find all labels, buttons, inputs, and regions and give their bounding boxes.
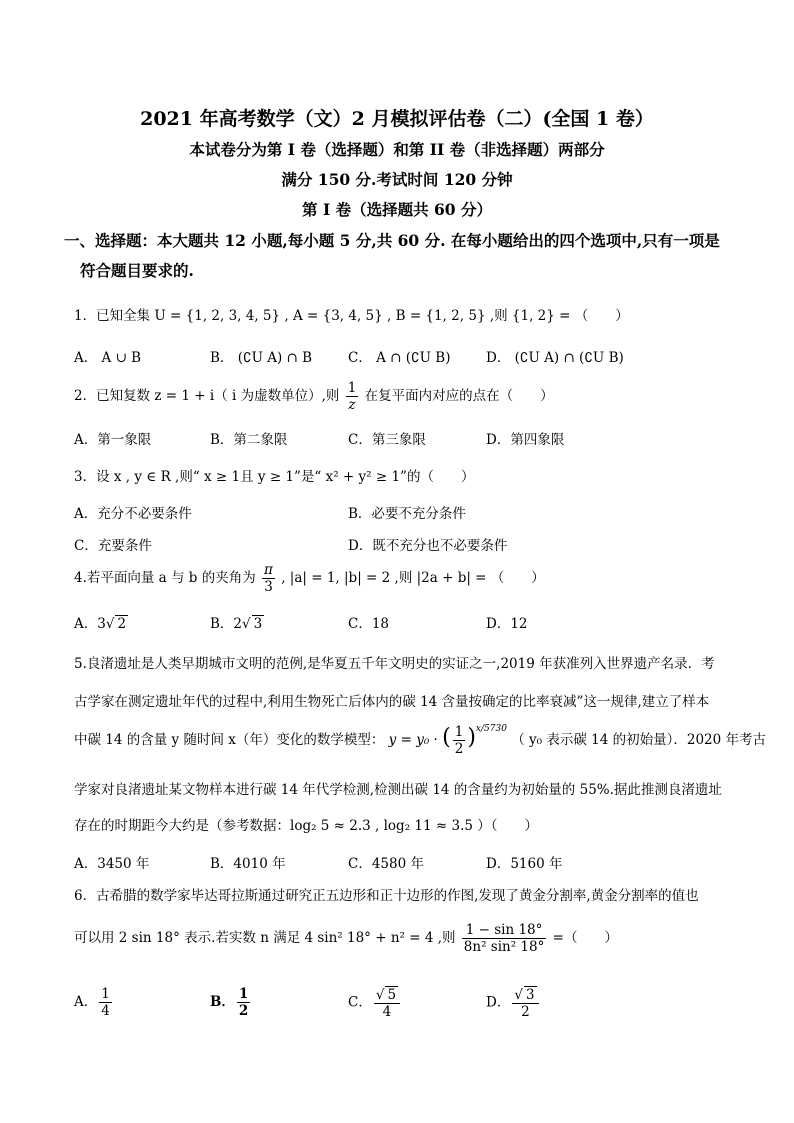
question-2-option-b: B．第二象限	[210, 432, 288, 448]
question-2-stem-part2: 在复平面内对应的点在（ ）	[364, 388, 554, 404]
question-5-line3	[74, 723, 766, 757]
question-1-option-c: C． A ∩ (∁U B)	[348, 350, 451, 366]
exam-structure-note: 本试卷分为第 I 卷（选择题）和第 II 卷（非选择题）两部分	[189, 140, 605, 159]
question-5-base-denominator: 2	[454, 741, 464, 757]
question-3-option-b: B．必要不充分条件	[348, 506, 466, 522]
left-paren-icon: (	[442, 725, 451, 750]
question-2-option-c: C．第三象限	[348, 432, 426, 448]
exam-title: 2021 年高考数学（文）2 月模拟评估卷（二）(全国 1 卷）	[140, 108, 654, 130]
question-1-option-b: B． (∁U A) ∩ B	[210, 350, 313, 366]
question-3-stem: 3．设 x , y ∈ R ,则“ x ≥ 1且 y ≥ 1”是“ x² + y² ≥ 1”的（ ）	[74, 469, 475, 485]
question-4-option-a	[74, 612, 128, 632]
question-1-stem: 1．已知全集 U = {1, 2, 3, 4, 5} , A = {3, 4, 5} , B = {1, 2, 5} ,则 {1, 2} = （ ）	[74, 308, 629, 324]
question-6-line2-text: 可以用 2 sin 18° 表示.若实数 n 满足 4 sin² 18° + n² = 4 ,则	[74, 930, 456, 946]
question-5-line4: 学家对良渚遗址某文物样本进行碳 14 年代学检测,检测出碳 14 的含量约为初始量的 55%.据此推测良渚遗址	[74, 782, 722, 798]
question-4-option-b	[210, 612, 264, 632]
question-5-line2: 古学家在测定遗址年代的过程中,利用生物死亡后体内的碳 14 含量按确定的比率衰减”这一规律,建立了样本	[74, 694, 710, 710]
exam-score-time: 满分 150 分.考试时间 120 分钟	[281, 170, 513, 189]
question-4-option-b-prefix: B．2	[210, 616, 243, 632]
question-6-option-b	[210, 986, 252, 1019]
question-6-line1: 6．古希腊的数学家毕达哥拉斯通过研究正五边形和正十边形的作图,发现了黄金分割率,黄金分割率的值也	[74, 888, 699, 904]
question-2-option-a: A．第一象限	[74, 432, 152, 448]
question-6-option-d	[486, 986, 541, 1020]
question-6-option-d-label: D．	[486, 994, 511, 1011]
question-4-option-c: C．18	[348, 616, 390, 632]
section-instruction-line1: 一、选择题：本大题共 12 小题,每小题 5 分,共 60 分. 在每小题给出的四个选项中,只有一项是	[64, 231, 720, 250]
question-6-option-b-frac	[237, 986, 250, 1019]
question-5-option-c: C．4580 年	[348, 856, 424, 872]
question-5-line3-text: 中碳 14 的含量 y 随时间 x（年）变化的数学模型：	[74, 732, 385, 748]
question-6-option-d-radicand: 3	[525, 987, 535, 1003]
question-1-option-a: A． A ∪ B	[74, 350, 142, 366]
question-6-option-c-den: 4	[382, 1004, 392, 1020]
question-1-option-d: D． (∁U A) ∩ (∁U B)	[486, 350, 624, 366]
question-6-option-c-num	[374, 986, 400, 1004]
question-4-option-b-radicand: 3	[253, 616, 263, 632]
question-6-option-a-num: 1	[101, 986, 110, 1002]
question-5-line5: 存在的时期距今大约是（参考数据：log₂ 5 ≈ 2.3 , log₂ 11 ≈ 3.5 ）（ ）	[74, 818, 538, 834]
question-4-stem	[74, 562, 734, 595]
question-5-option-b: B．4010 年	[210, 856, 286, 872]
question-6-option-d-den: 2	[521, 1004, 530, 1020]
question-6-frac-numerator: 1 − sin 18°	[462, 922, 547, 939]
question-6-option-b-den: 2	[238, 1003, 249, 1019]
sqrt-sign-icon: √	[514, 987, 523, 1003]
question-2-option-d: D．第四象限	[486, 432, 565, 448]
question-6-option-a-label: A．	[74, 994, 98, 1010]
question-3-option-c: C．充要条件	[74, 538, 152, 554]
question-4-frac-denominator: 3	[264, 579, 273, 595]
question-4-option-a-radicand: 2	[117, 616, 127, 632]
question-4-frac-numerator: π	[264, 562, 273, 578]
section-instruction-line2: 符合题目要求的.	[80, 261, 194, 280]
question-6-option-c-frac	[374, 986, 400, 1020]
question-5-line3-tail: （ y₀ 表示碳 14 的初始量）．2020 年考古	[511, 732, 766, 748]
question-6-line2	[74, 922, 734, 955]
part-one-heading: 第 I 卷（选择题共 60 分）	[302, 200, 492, 219]
question-6-option-a	[74, 986, 114, 1019]
question-3-option-d: D．既不充分也不必要条件	[348, 538, 508, 554]
question-3-option-a: A．充分不必要条件	[74, 506, 192, 522]
question-2-stem	[74, 380, 734, 413]
question-6-line2-tail: =（ ）	[552, 930, 618, 946]
question-6-option-c	[348, 986, 402, 1020]
question-2-frac-denominator: z	[348, 397, 356, 413]
question-5-line1: 5.良渚遗址是人类早期城市文明的范例,是华夏五千年文明史的实证之一,2019 年获准列入世界遗产名录．考	[74, 656, 715, 672]
question-6-option-b-label: B．	[210, 994, 235, 1010]
question-5-model-exponent: x/5730	[475, 723, 507, 734]
question-6-option-a-den: 4	[101, 1003, 110, 1019]
question-2-frac-numerator: 1	[347, 380, 357, 396]
question-6-fraction	[462, 922, 547, 955]
question-2-fraction	[346, 380, 359, 413]
question-5-model-base	[453, 724, 466, 757]
question-5-base-numerator: 1	[454, 724, 464, 740]
sqrt-sign-icon: √	[242, 616, 251, 632]
question-6-option-a-frac	[99, 986, 112, 1019]
question-4-stem-part2: , |a| = 1, |b| = 2 ,则 |2a + b| = （ ）	[281, 570, 545, 586]
question-6-option-c-radicand: 5	[387, 987, 397, 1003]
question-6-option-d-frac	[512, 986, 538, 1020]
sqrt-sign-icon: √	[375, 987, 385, 1003]
sqrt-sign-icon: √	[105, 616, 115, 632]
question-5-option-d: D．5160 年	[486, 856, 563, 872]
question-6-option-b-num: 1	[238, 986, 249, 1002]
question-4-stem-part1: 4.若平面向量 a 与 b 的夹角为	[74, 570, 256, 586]
right-paren-icon: )	[467, 725, 476, 750]
question-4-fraction	[262, 562, 275, 595]
question-6-option-d-num	[512, 986, 538, 1004]
question-4-option-a-prefix: A．3	[74, 616, 106, 632]
question-5-option-a: A．3450 年	[74, 856, 150, 872]
question-6-option-c-label: C．	[348, 994, 372, 1011]
question-4-option-d: D．12	[486, 616, 528, 632]
question-6-frac-denominator: 8n² sin² 18°	[463, 939, 545, 955]
question-5-model-lhs: y = y₀ ·	[388, 732, 438, 748]
question-2-stem-part1: 2．已知复数 z = 1 + i（ i 为虚数单位）,则	[74, 388, 340, 404]
